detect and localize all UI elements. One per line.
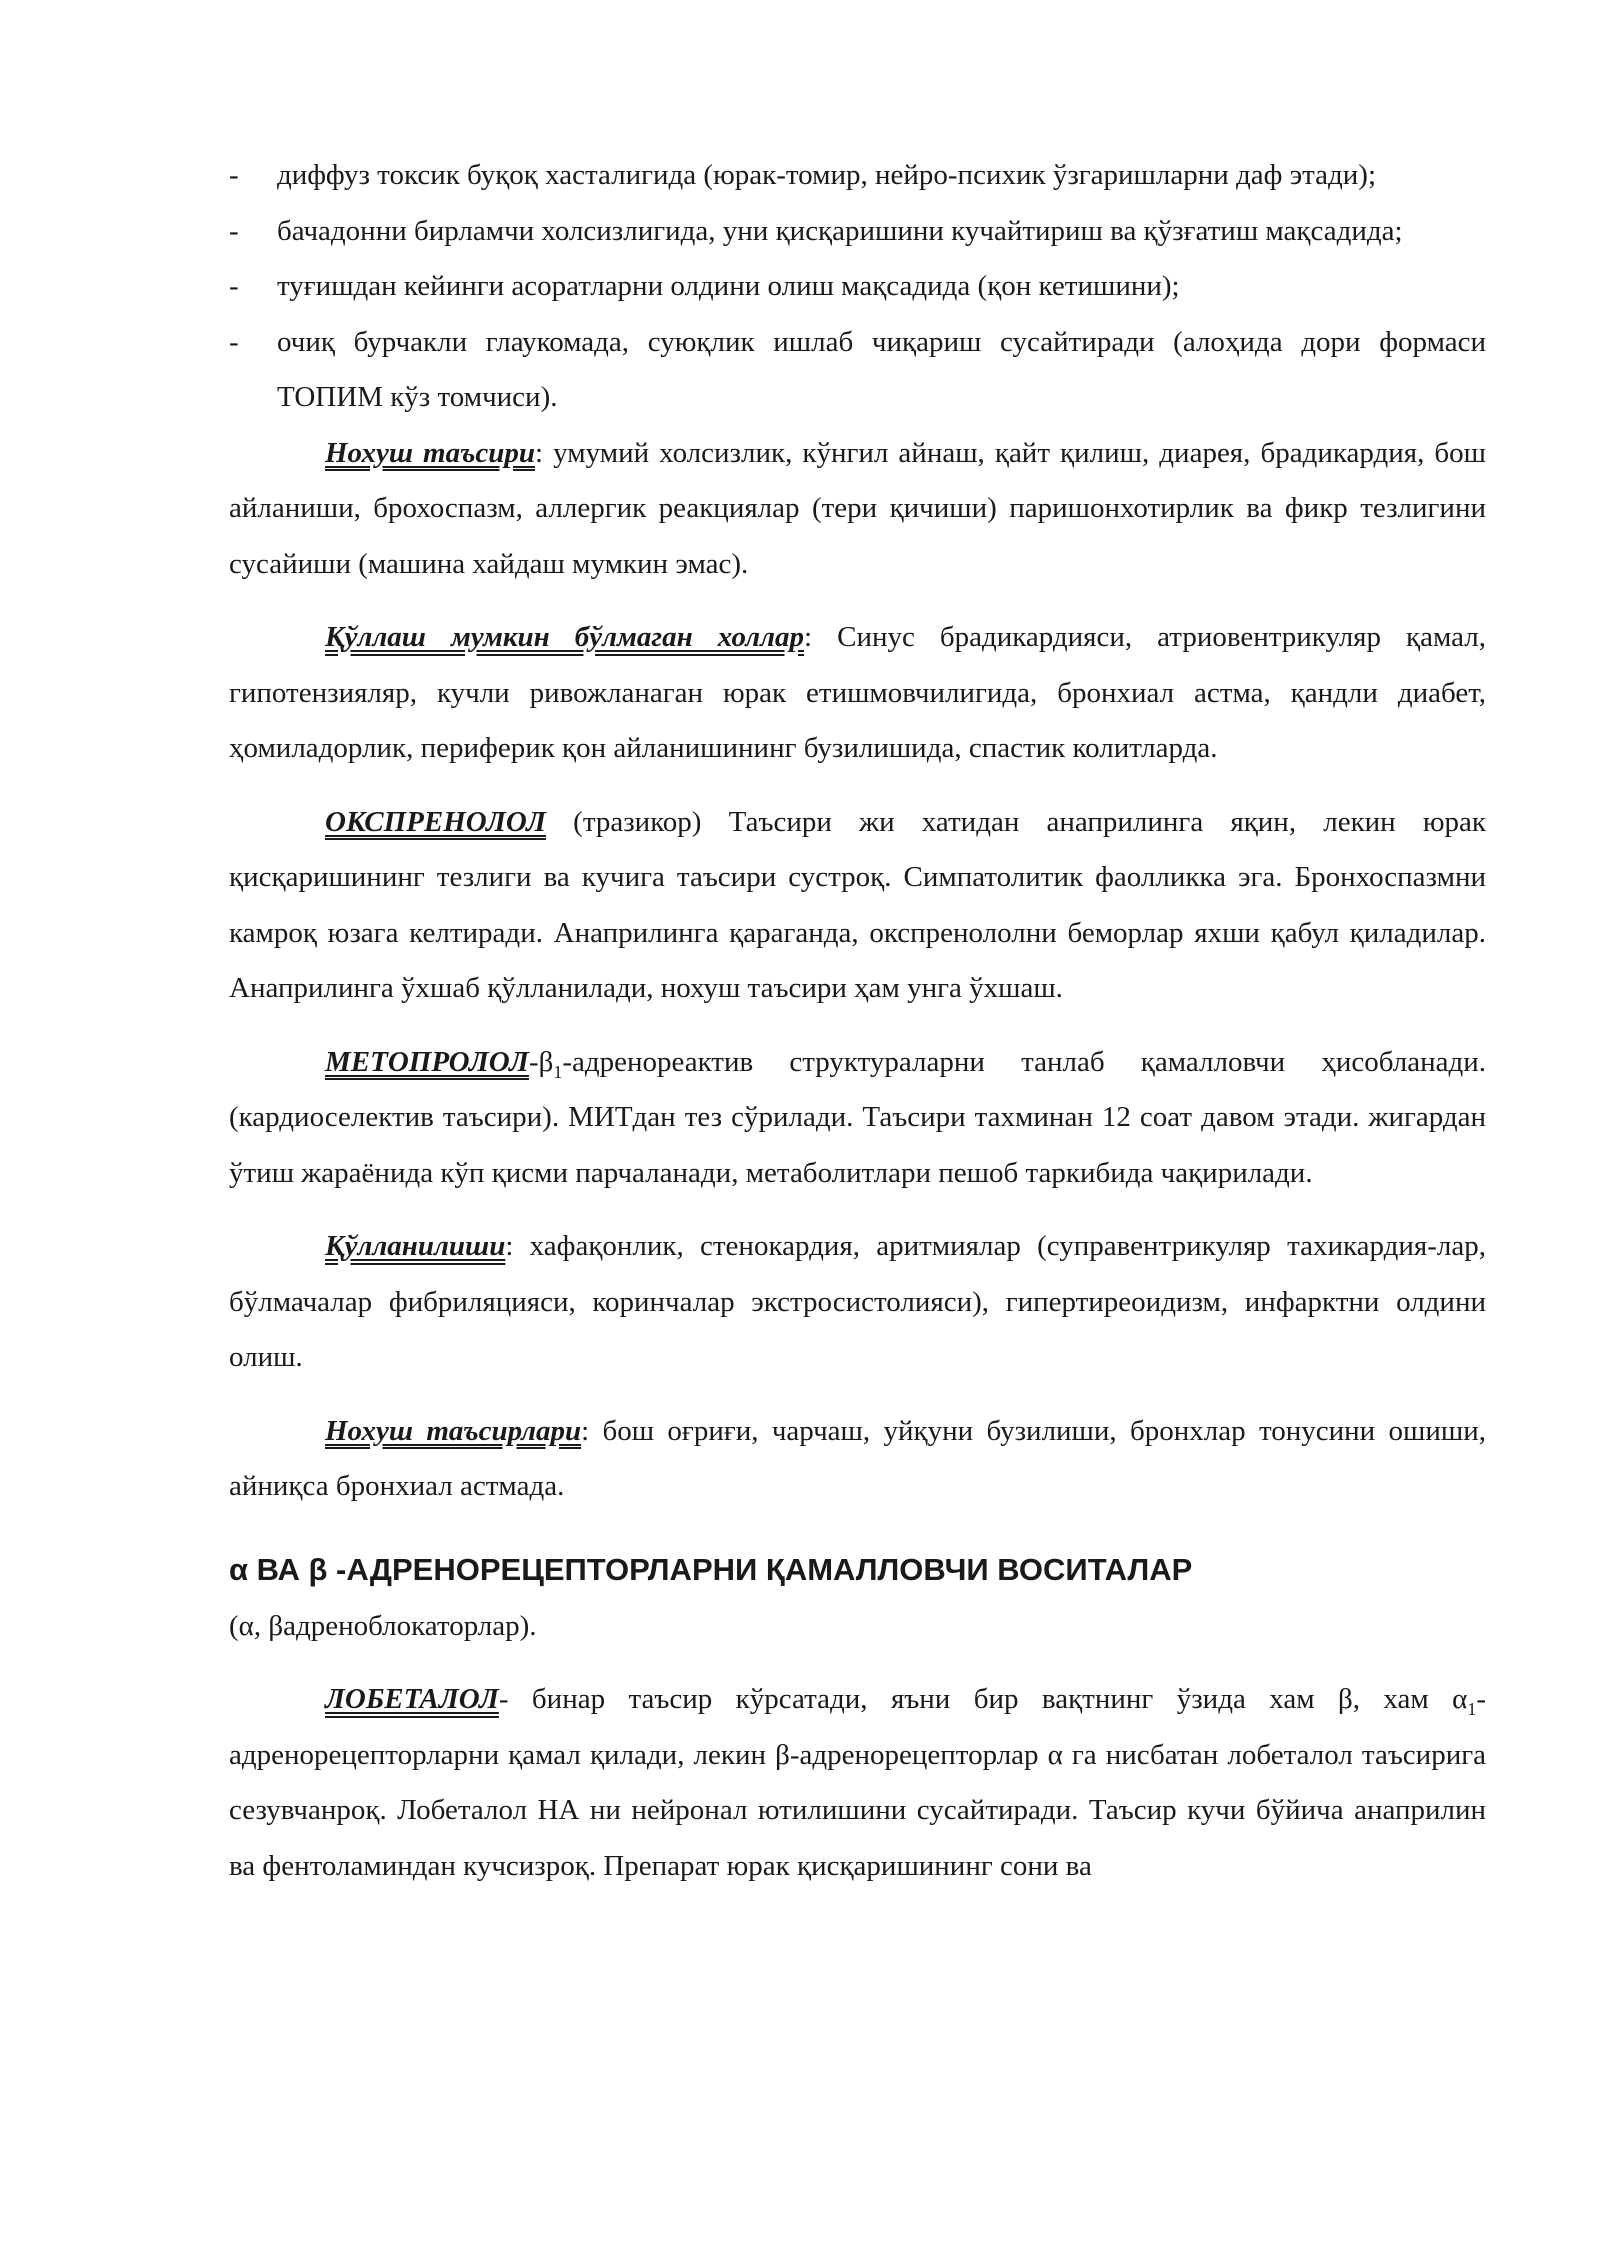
list-item: - туғишдан кейинги асоратларни олдини олиш мақсадида (қон кетишини); (229, 259, 1486, 315)
labetalol-pre: - бинар таъсир кўрсатади, яъни бир вақтнинг ўзида хам β, хам α (498, 1683, 1468, 1715)
side-effects-paragraph (229, 426, 1486, 593)
labetalol-paragraph (229, 1672, 1486, 1894)
contraindications-text: : Синус брадикардияси, атриовентрикуляр қамал, гипотензияляр, кучли ривожланаган юрак етишмовчилигида, бронхиал астма, қандли диабет, ҳомиладорлик, периферик қон айланишининг бузилишида, спастик колитларда. (229, 621, 1486, 764)
metoprolol-beta: -β (528, 1045, 554, 1078)
side-effects-term: Нохуш таъсири (325, 436, 536, 469)
list-item: - диффуз токсик буқоқ хасталигида (юрак-томир, нейро-психик ўзгаришларни даф этади); (229, 148, 1486, 204)
metoprolol-text: -адренореактив структураларни танлаб қамалловчи ҳисобланади. (кардиоселектив таъсири). МИТдан тез сўрилади. Таъсири тахминан 12 соат давом этади. жигардан ўтиш жараёнида кўп қисми парчаланади, метаболитлари пешоб таркибида чақирилади. (229, 1045, 1486, 1189)
labetalol-term: ЛОБЕТАЛОЛ (325, 1683, 499, 1715)
contraindications-paragraph (229, 610, 1486, 777)
metoprolol-subscript: 1 (553, 1061, 563, 1082)
section-heading: α ВА β -АДРЕНОРЕЦЕПТОРЛАРНИ ҚАМАЛЛОВЧИ ВОСИТАЛАР (229, 1551, 1193, 1587)
labetalol-text: -адренорецепторларни қамал қилади, лекин β-адренорецепторлар α га нисбатан лобеталол таъсирига сезувчанроқ. Лобеталол НА ни нейронал ютилишини сусайтиради. Таъсир кучи бўйича анаприлин ва фентоламиндан кучсизроқ. Препарат юрак қисқаришининг сони ва (229, 1683, 1486, 1882)
side-effects-2-text: : бош оғриғи, чарчаш, уйқуни бузилиши, бронхлар тонусини ошиши, айниқса бронхиал астмада. (229, 1414, 1486, 1502)
indications-term: Қўлланилиши (325, 1230, 506, 1262)
list-item: - очиқ бурчакли глаукомада, суюқлик ишлаб чиқариш сусайтиради (алоҳида дори формаси ТОПИМ кўз томчиси). (229, 315, 1486, 426)
side-effects-2-paragraph (229, 1404, 1486, 1515)
side-effects-2-term: Нохуш таъсирлари (325, 1414, 582, 1447)
list-item: - бачадонни бирламчи холсизлигида, уни қисқаришини кучайтириш ва қўзғатиш мақсадида; (229, 204, 1486, 260)
indications-paragraph (229, 1219, 1486, 1386)
oxprenolol-term: ОКСПРЕНОЛОЛ (325, 805, 546, 838)
oxprenolol-paragraph (229, 795, 1486, 1017)
document-page (229, 148, 1486, 1894)
side-effects-text: : умумий холсизлик, кўнгил айнаш, қайт қилиш, диарея, брадикардия, бош айланиши, брохоспазм, аллергик реакциялар (тери қичиши) паришонхотирлик ва фикр тезлигини сусайиши (машина хайдаш мумкин эмас). (229, 436, 1486, 580)
metoprolol-paragraph (229, 1035, 1486, 1202)
indications-list (229, 148, 1486, 426)
metoprolol-term: МЕТОПРОЛОЛ (325, 1045, 529, 1078)
contraindications-term: Қўллаш мумкин бўлмаган холлар (325, 621, 805, 653)
section-subheading: (α, βадреноблокаторлар). (229, 1609, 537, 1642)
oxprenolol-text: (тразикор) Таъсири жи хатидан анаприлинга яқин, лекин юрак қисқаришининг тезлиги ва кучига таъсири сустроқ. Симпатолитик фаолликка эга. Бронхоспазмни камроқ юзага келтиради. Анаприлинга қараганда, окспренололни беморлар яхши қабул қиладилар. Анаприлинга ўхшаб қўлланилади, нохуш таъсири ҳам унга ўхшаш. (229, 805, 1486, 1004)
indications-text: : хафақонлик, стенокардия, аритмиялар (суправентрикуляр тахикардия-лар, бўлмачалар фибриляцияси, коринчалар экстросистолияси), гипертиреоидизм, инфарктни олдини олиш. (229, 1230, 1486, 1373)
labetalol-subscript: 1 (1467, 1698, 1477, 1719)
